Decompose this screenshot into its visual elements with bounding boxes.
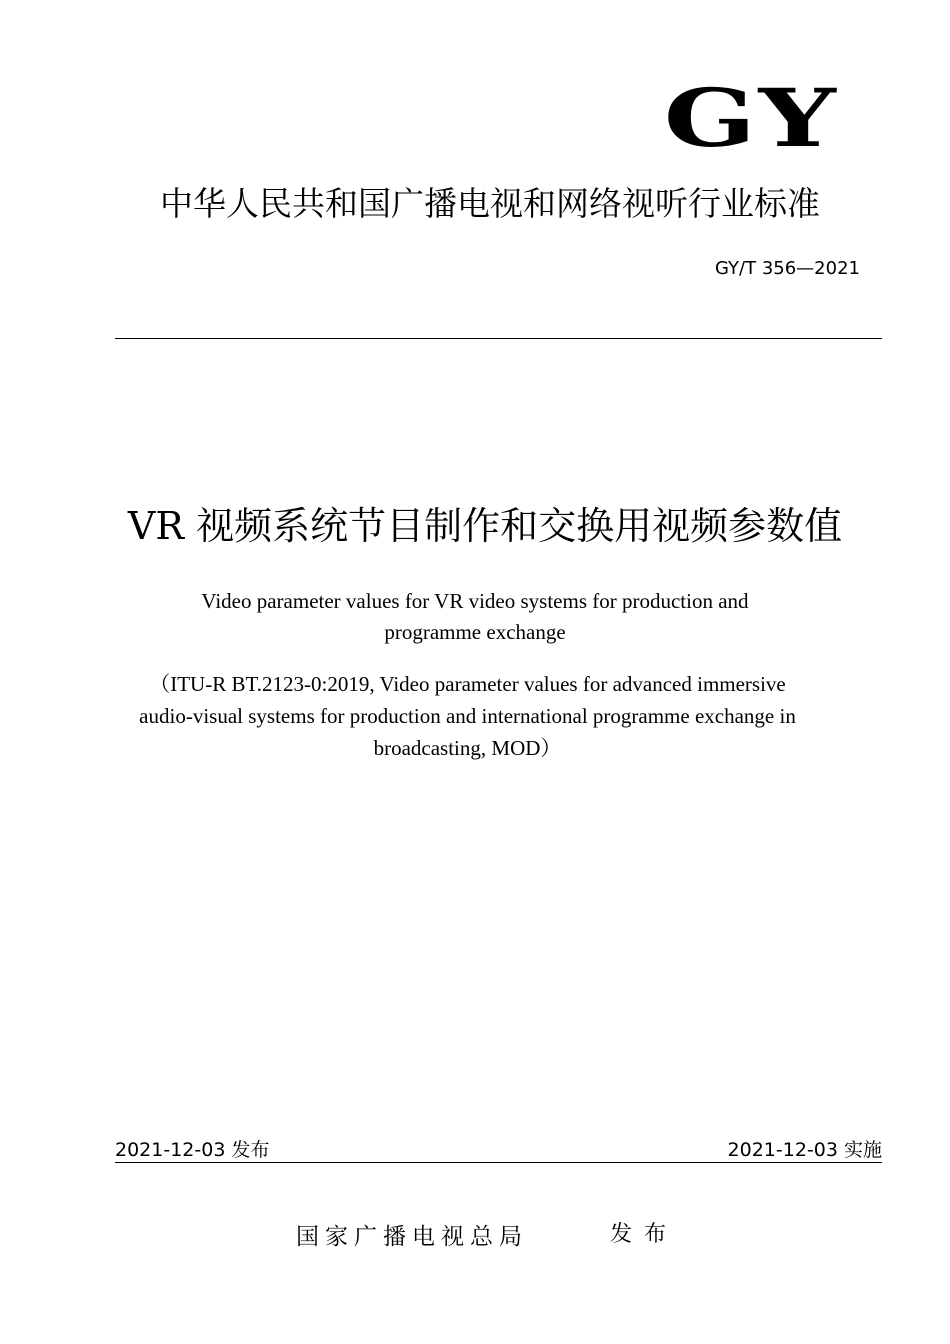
publish-date: 2021-12-03 发布 bbox=[115, 1139, 270, 1161]
reference-line-3: broadcasting, MOD） bbox=[373, 736, 562, 760]
header-divider bbox=[115, 338, 882, 339]
chinese-title bbox=[0, 504, 950, 550]
english-title-line-2: programme exchange bbox=[384, 620, 566, 644]
english-title bbox=[120, 586, 830, 648]
publisher-name: 国家广播电视总局 bbox=[296, 1224, 528, 1250]
footer-divider bbox=[115, 1162, 882, 1163]
gy-logo: GY bbox=[663, 71, 838, 165]
chinese-title-prefix: VR bbox=[127, 504, 184, 548]
chinese-title-text: 视频系统节目制作和交换用视频参数值 bbox=[196, 504, 843, 548]
reference-line-1: （ITU-R BT.2123-0:2019, Video parameter values for advanced immersive bbox=[149, 672, 786, 696]
reference-line-2: audio-visual systems for production and international programme exchange in bbox=[139, 704, 796, 728]
issue-label: 发布 bbox=[610, 1222, 679, 1247]
standard-number: GY/T 356—2021 bbox=[715, 258, 860, 279]
effective-date: 2021-12-03 实施 bbox=[727, 1139, 882, 1161]
issuing-authority-title: 中华人民共和国广播电视和网络视听行业标准 bbox=[160, 184, 820, 223]
reference-standard bbox=[100, 668, 835, 764]
english-title-line-1: Video parameter values for VR video systems for production and bbox=[201, 589, 749, 613]
